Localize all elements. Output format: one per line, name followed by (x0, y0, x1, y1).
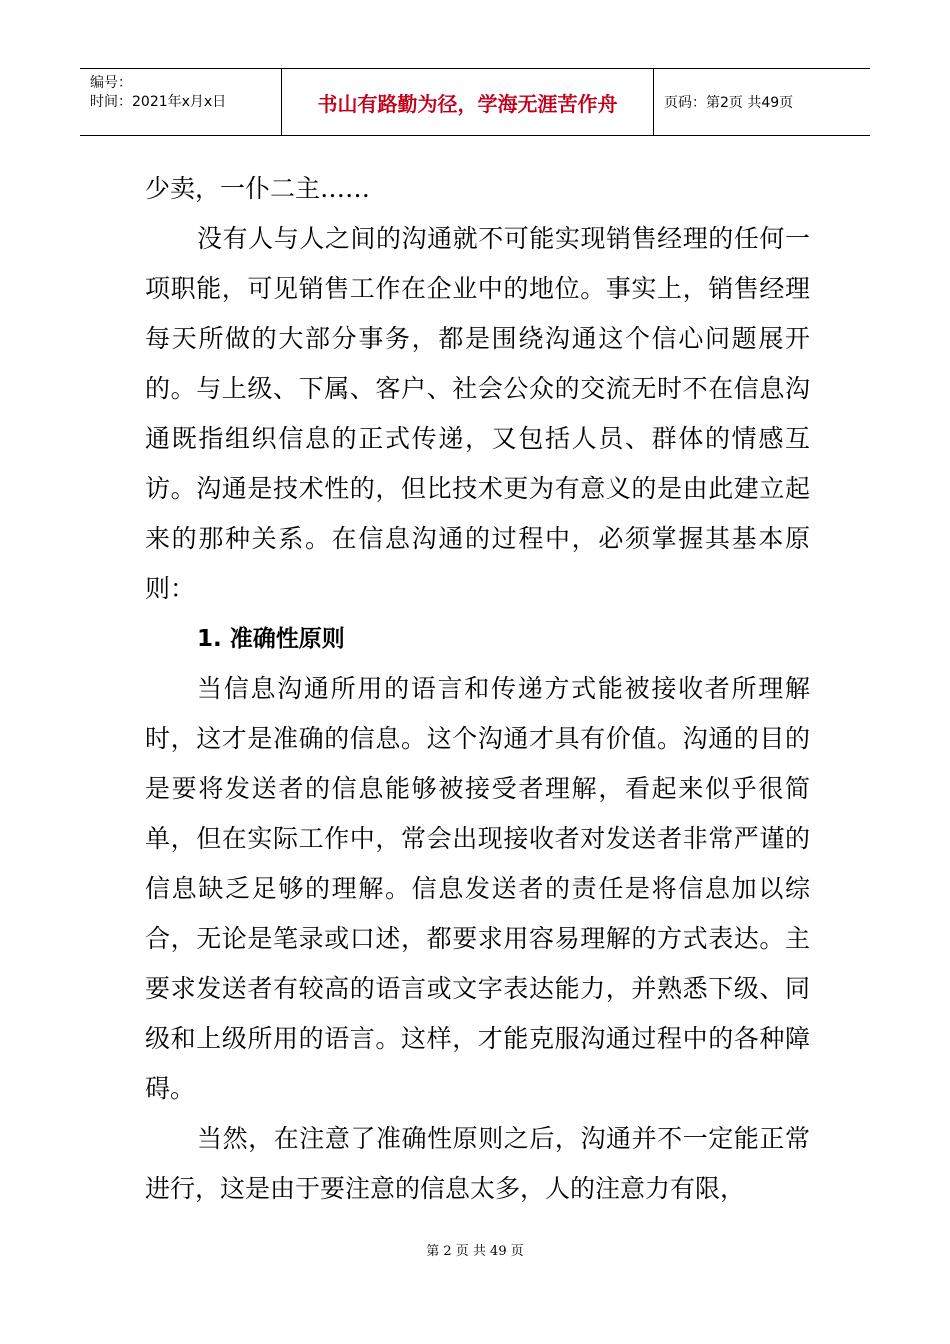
header-page-number: 页码：第2页 共49页 (664, 95, 794, 111)
header-page-cell (654, 69, 870, 135)
paragraph-communication-intro: 没有人与人之间的沟通就不可能实现销售经理的任何一项职能，可见销售工作在企业中的地位。事实上，销售经理每天所做的大部分事务，都是围绕沟通这个信心问题展开的。与上级、下属、客户、社会公众的交流无时不在信息沟通既指组织信息的正式传递，又包括人员、群体的情感互访。沟通是技术性的，但比技术更为有意义的是由此建立起来的那种关系。在信息沟通的过程中，必须掌握其基本原则： (145, 224, 810, 603)
header-motto: 书山有路勤为径，学海无涯苦作舟 (317, 91, 618, 116)
paragraph-attention-limit: 当然，在注意了准确性原则之后，沟通并不一定能正常进行，这是由于要注意的信息太多，人的注意力有限， (145, 1124, 810, 1203)
paragraph-accuracy-principle: 当信息沟通所用的语言和传递方式能被接收者所理解时，这才是准确的信息。这个沟通才具有价值。沟通的目的是要将发送者的信息能够被接受者理解，看起来似乎很简单，但在实际工作中，常会出现接收者对发送者非常严谨的信息缺乏足够的理解。信息发送者的责任是将信息加以综合，无论是笔录或口述，都要求用容易理解的方式表达。主要求发送者有较高的语言或文字表达能力，并熟悉下级、同级和上级所用的语言。这样，才能克服沟通过程中的各种障碍。 (145, 674, 810, 1103)
document-number-label: 编号： (90, 75, 132, 91)
document-body (145, 164, 810, 1214)
header-motto-cell (282, 69, 654, 135)
page-footer (0, 1240, 950, 1259)
section-heading-accuracy: 1. 准确性原则 (197, 626, 345, 652)
header-meta-cell (80, 69, 282, 135)
page-header (80, 68, 870, 136)
footer-page-number: 第 2 页 共 49 页 (426, 1244, 524, 1259)
paragraph-continued: 少卖，一仆二主…… (145, 174, 371, 203)
document-time-label: 时间：2021年x月x日 (90, 94, 227, 110)
